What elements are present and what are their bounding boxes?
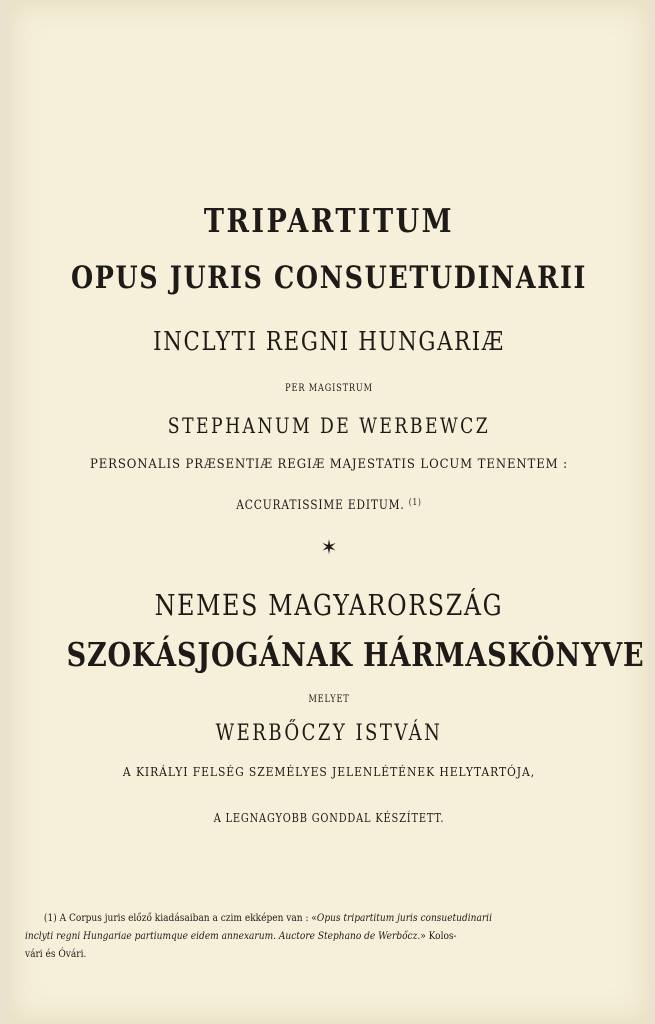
footnote-line-1: [25, 909, 541, 927]
footnote-text-end: vári és Óvári.: [25, 948, 87, 960]
footnote: [25, 909, 625, 963]
footnote-reference: (1): [408, 498, 422, 508]
title-tripartitum: TRIPARTITUM: [203, 201, 455, 240]
footnote-line-2: [25, 927, 541, 945]
author-office-hungarian: A KIRÁLYI FELSÉG SZEMÉLYES JELENLÉTÉNEK HELYTARTÓJA,: [122, 765, 536, 779]
footnote-text: A Corpus juris előző kiadásaiban a czim ekképen van : «: [59, 912, 317, 924]
footnote-line-3: [25, 945, 541, 963]
star-ornament-icon: ✶: [320, 535, 338, 559]
footnote-marker: (1): [43, 912, 57, 924]
author-hungarian: WERBŐCZY ISTVÁN: [215, 721, 443, 746]
book-page: [9, 3, 649, 1021]
title-opus-juris: OPUS JURIS CONSUETUDINARII: [70, 260, 588, 296]
melyet: MELYET: [308, 694, 350, 705]
footnote-text-cont: » Kolos-: [420, 930, 457, 942]
accuratissime-editum: [67, 498, 592, 513]
title-inclyti-regni: INCLYTI REGNI HUNGARIÆ: [153, 327, 505, 357]
gonddal-keszitett: A LEGNAGYOBB GONDDAL KÉSZÍTETT.: [213, 811, 445, 825]
title-szokasjoganak: SZOKÁSJOGÁNAK HÁRMASKÖNYVE: [66, 635, 645, 674]
footnote-italic-title: Opus tripartitum juris consuetudinarii: [316, 912, 492, 924]
title-nemes-magyarorszag: NEMES MAGYARORSZÁG: [154, 588, 504, 622]
per-magistrum: PER MAGISTRUM: [285, 383, 373, 394]
footnote-italic-title-cont: inclyti regni Hungariae partiumque eidem annexarum. Auctore Stephano de Werbőcz.: [25, 930, 421, 942]
author-latin: STEPHANUM DE WERBEWCZ: [167, 414, 491, 438]
author-office-latin: PERSONALIS PRÆSENTIÆ REGIÆ MAJESTATIS LOCUM TENENTEM :: [89, 457, 569, 472]
editum-text: ACCURATISSIME EDITUM.: [236, 498, 405, 513]
